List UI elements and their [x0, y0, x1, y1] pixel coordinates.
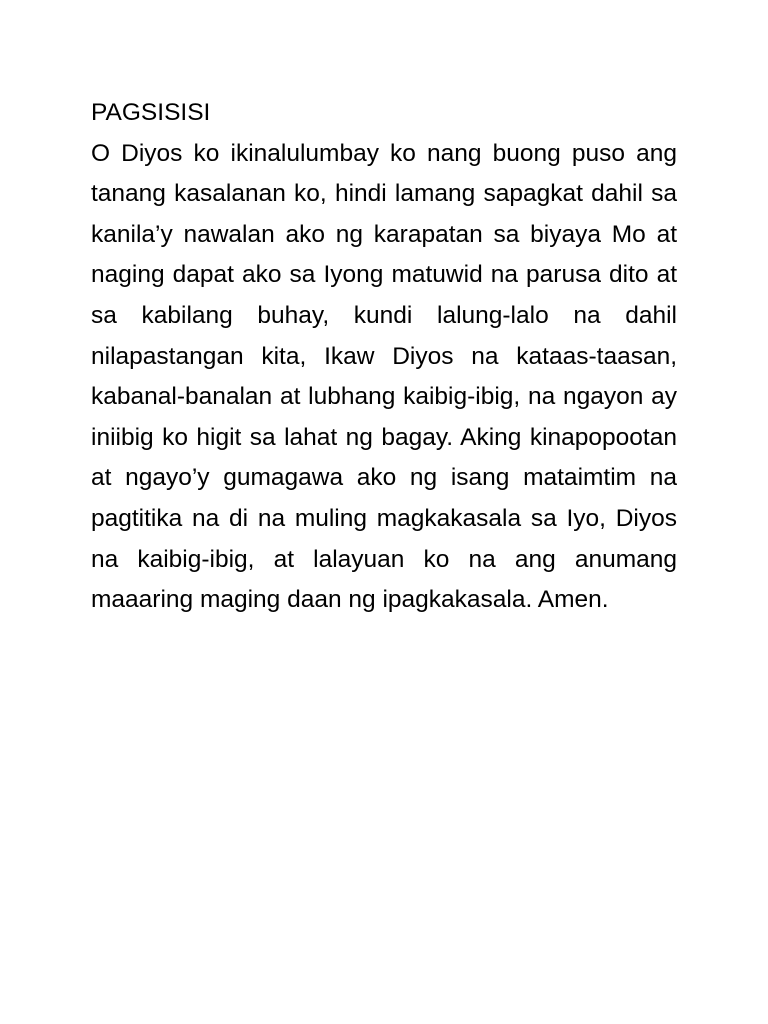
prayer-content — [91, 93, 677, 621]
prayer-body: O Diyos ko ikinalulumbay ko nang buong puso ang tanang kasalanan ko, hindi lamang sapagkat dahil sa kanila’y nawalan ako ng karapatan sa biyaya Mo at naging dapat ako sa Iyong matuwid na parusa dito at sa kabilang buhay, kundi lalung-lalo na dahil nilapastangan kita, Ikaw Diyos na kataas-taasan, kabanal-banalan at lubhang kaibig-ibig, na ngayon ay iniibig ko higit sa lahat ng bagay. Aking kinapopootan at ngayo’y gumagawa ako ng isang mataimtim na pagtitika na di na muling magkakasala sa Iyo, Diyos na kaibig-ibig, at lalayuan ko na ang anumang maaaring maging daan ng ipagkakasala. Amen. — [91, 139, 677, 614]
prayer-title: PAGSISISI — [91, 99, 211, 126]
